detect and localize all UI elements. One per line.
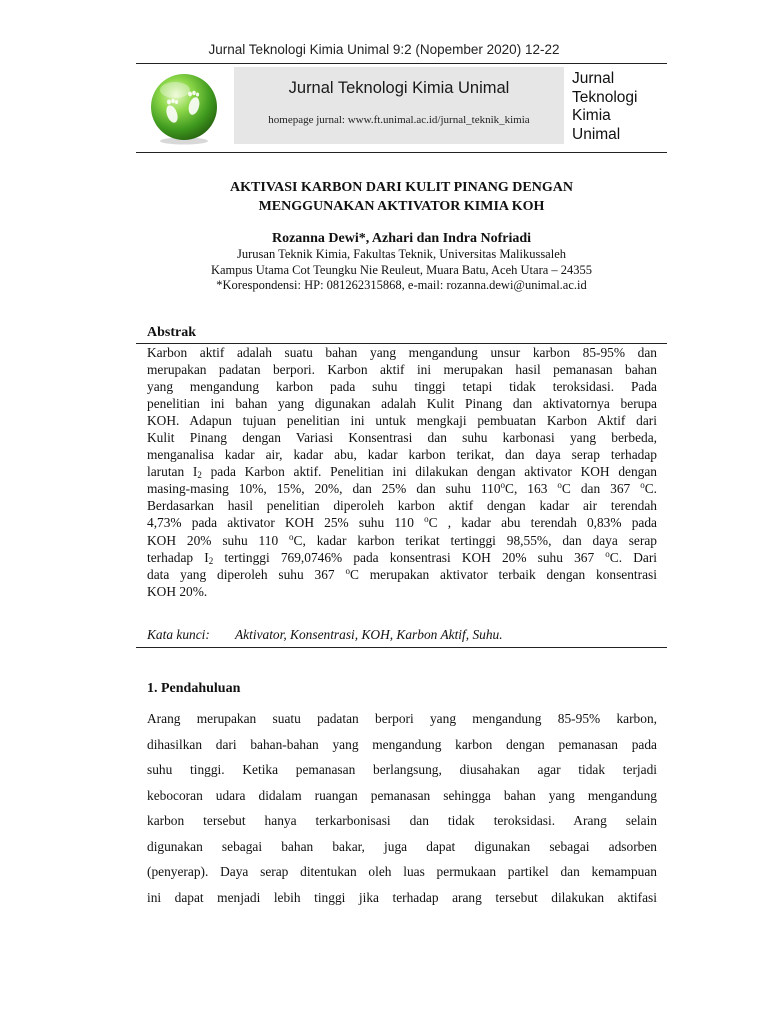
correspondence-line: *Korespondensi: HP: 081262315868, e-mail: rozanna.dewi@unimal.ac.id	[216, 278, 587, 292]
abstract-line: merupakan padatan berpori. Karbon aktif ini merupakan hasil pemanasan bahan	[147, 362, 657, 378]
title-line: MENGGUNAKAN AKTIVATOR KIMIA KOH	[258, 199, 545, 214]
text-run: pada Karbon aktif. Penelitian ini dilakukan dengan aktivator KOH dengan	[201, 464, 657, 480]
side-journal-title	[572, 70, 667, 144]
body-line: ini dapat menjadi lebih tinggi jika terhadap arang tersebut dilakukan aktifasi	[147, 889, 657, 905]
affiliation-line: Kampus Utama Cot Teungku Nie Reuleut, Muara Batu, Aceh Utara – 24355	[210, 262, 593, 277]
section-heading: 1. Pendahuluan	[147, 681, 241, 696]
header-top-rule	[136, 63, 667, 64]
journal-homepage-link[interactable]: homepage jurnal: www.ft.unimal.ac.id/jurnal_teknik_kimia	[268, 114, 530, 126]
body-line: suhu tinggi. Ketika pemanasan berlangsung, diusahakan agar tidak terjadi	[147, 762, 657, 777]
abstract-line: yang mengandung karbon pada suhu tinggi tetapi tidak teroksidasi. Pada	[147, 379, 657, 395]
abstract-line: menganalisa kadar air, kadar abu, kadar karbon terikat, dan daya serap terhadap	[147, 447, 657, 463]
abstract-line	[147, 514, 657, 531]
text-run: C merupakan aktivator terbaik dengan konsentrasi	[349, 566, 657, 582]
side-title-line: Teknologi	[572, 88, 638, 106]
degree-superscript: o	[424, 514, 429, 525]
text-run: larutan I	[147, 464, 198, 480]
keywords-rule	[136, 647, 667, 648]
degree-superscript: o	[345, 565, 350, 576]
text-run: C.	[644, 481, 657, 497]
text-run: KOH 20% suhu 110	[147, 532, 290, 548]
journal-banner	[234, 67, 564, 144]
abstract-body	[147, 344, 657, 600]
abstract-line	[147, 566, 657, 583]
degree-superscript: o	[289, 531, 294, 542]
text-run: C, kadar karbon terikat tertinggi 98,55%, dan daya serap	[293, 532, 657, 548]
article-title	[136, 178, 667, 216]
abstract-line: Karbon aktif adalah suatu bahan yang mengandung unsur karbon 85-95% dan	[147, 345, 657, 360]
side-title-line: Jurnal	[572, 70, 615, 87]
degree-superscript: o	[500, 480, 506, 491]
subscript: 2	[197, 470, 202, 481]
text-run: terhadap I	[147, 549, 209, 565]
body-line: Arang merupakan suatu padatan berpori yang mengandung 85-95% karbon,	[147, 711, 657, 726]
degree-superscript: o	[605, 548, 610, 559]
affiliation	[136, 247, 667, 294]
degree-superscript: o	[640, 480, 645, 491]
authors: Rozanna Dewi*, Azhari dan Indra Nofriadi	[271, 231, 532, 246]
text-run: 4,73% pada aktivator KOH 25% suhu 110	[147, 515, 425, 531]
globe-footprints-icon	[146, 70, 222, 146]
abstract-line: Kulit Pinang dengan Variasi Konsentrasi dan suhu karbonasi yang berbeda,	[147, 430, 657, 446]
body-line: dihasilkan dari bahan-bahan yang mengandung karbon dengan pemanasan pada	[147, 736, 657, 752]
abstract-line: KOH. Adapun tujuan penelitian ini untuk mengkaji pembuatan Karbon Aktif dari	[147, 413, 657, 429]
header-bottom-rule	[136, 152, 667, 153]
body-line: karbon tersebut hanya terkarbonisasi dan tidak teroksidasi. Arang selain	[147, 813, 657, 828]
degree-superscript: o	[557, 480, 562, 491]
abstract-line: Berdasarkan hasil penelitian diperoleh karbon aktif dengan kadar air terendah	[147, 498, 657, 514]
text-run: C, 163	[505, 481, 558, 497]
abstract-line: penelitian ini bahan yang digunakan adalah Kulit Pinang dan aktivatornya berupa	[147, 396, 657, 412]
abstract-line: KOH 20%.	[147, 583, 208, 599]
subscript: 2	[208, 555, 214, 566]
body-line: (penyerap). Daya serap ditentukan oleh luas permukaan partikel dan kemampuan	[147, 864, 657, 879]
abstract-line	[147, 549, 657, 566]
abstract-line	[147, 463, 657, 480]
text-run: data yang diperoleh suhu 367	[147, 566, 346, 582]
keywords-text: Aktivator, Konsentrasi, KOH, Karbon Aktif, Suhu.	[235, 627, 503, 642]
body-line: digunakan sebagai bahan bakar, juga dapat digunakan sebagai adsorben	[147, 838, 657, 854]
abstract-line	[147, 532, 657, 549]
side-title-line: Unimal	[572, 125, 621, 143]
title-line: AKTIVASI KARBON DARI KULIT PINANG DENGAN	[230, 180, 573, 195]
keywords-label: Kata kunci:	[147, 627, 210, 642]
text-run: masing-masing 10%, 15%, 20%, dan 25% dan suhu 110	[147, 481, 501, 497]
text-run: C , kadar abu terendah 0,83% pada	[428, 515, 657, 531]
section-body	[147, 706, 657, 910]
banner-title: Jurnal Teknologi Kimia Unimal	[288, 79, 510, 97]
side-title-line: Kimia	[572, 107, 611, 124]
running-head: Jurnal Teknologi Kimia Unimal 9:2 (Nopember 2020) 12-22	[208, 42, 560, 57]
body-line: kebocoran udara didalam ruangan pemanasan sehingga bahan yang mengandung	[147, 787, 657, 803]
abstract-heading: Abstrak	[147, 325, 197, 340]
keywords	[147, 627, 503, 643]
abstract-line	[147, 480, 657, 497]
text-run: C. Dari	[609, 549, 657, 565]
text-run: tertinggi 769,0746% pada konsentrasi KOH 20% suhu 367	[213, 549, 606, 565]
text-run: C dan 367	[561, 481, 641, 497]
affiliation-line: Jurusan Teknik Kimia, Fakultas Teknik, Universitas Malikussaleh	[237, 247, 566, 261]
